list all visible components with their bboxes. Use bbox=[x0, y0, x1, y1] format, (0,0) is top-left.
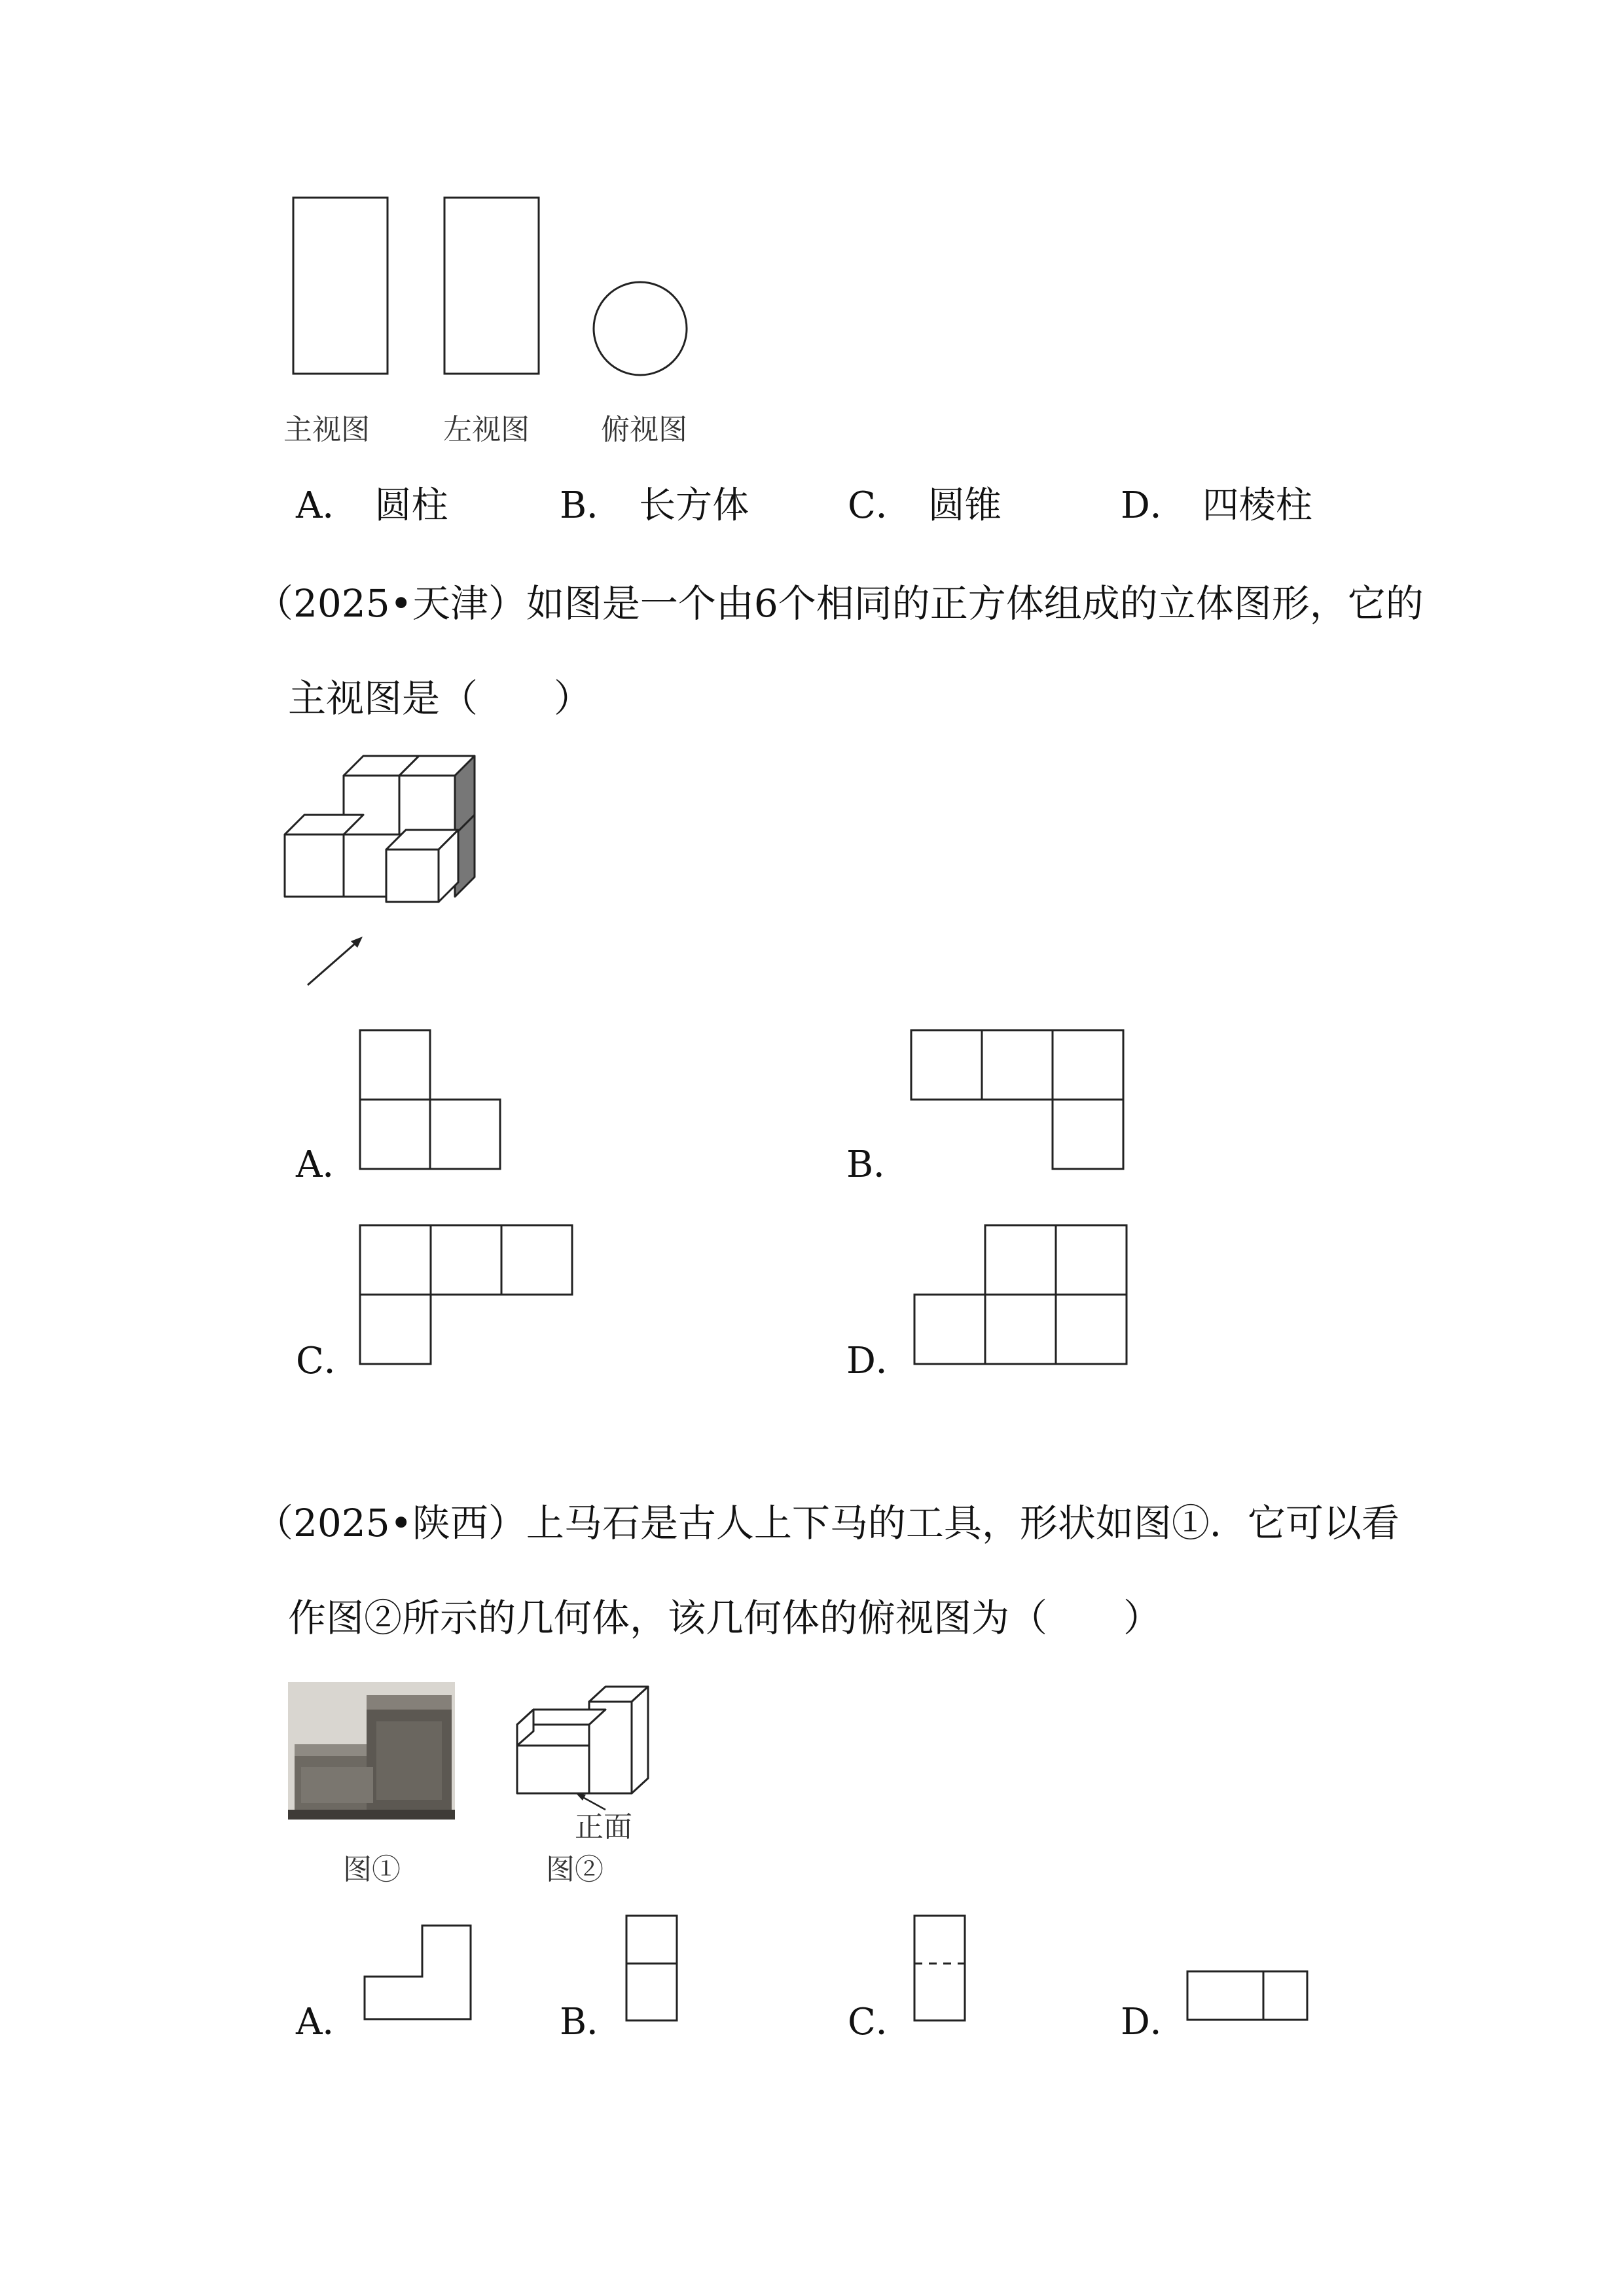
option-label: C． bbox=[848, 484, 912, 527]
option-text: 长方体 bbox=[639, 484, 749, 527]
option-text: 圆锥 bbox=[928, 484, 1001, 527]
q2-option-d-figure[interactable] bbox=[913, 1224, 1136, 1368]
q3-option-c[interactable] bbox=[848, 1993, 912, 2045]
main-view-figure bbox=[292, 196, 390, 376]
top-view-caption: 俯视图 bbox=[601, 413, 687, 446]
option-label: A． bbox=[296, 484, 359, 527]
left-view-figure bbox=[443, 196, 541, 376]
q3-option-a[interactable] bbox=[296, 1993, 359, 2045]
q3-option-b[interactable] bbox=[560, 1993, 623, 2045]
option-label: D． bbox=[1121, 484, 1187, 527]
option-text: 圆柱 bbox=[374, 484, 448, 527]
q3-option-b-figure[interactable] bbox=[625, 1914, 681, 2026]
option-text: 四棱柱 bbox=[1202, 484, 1312, 527]
q3-stem-line2: 作图②所示的几何体，该几何体的俯视图为（ ） bbox=[288, 1596, 1162, 1640]
top-view-figure bbox=[591, 279, 691, 379]
q3-option-d-figure[interactable] bbox=[1186, 1970, 1310, 2024]
q2-option-c[interactable] bbox=[296, 1332, 361, 1384]
q1-option-c[interactable] bbox=[848, 476, 1001, 529]
q1-option-d[interactable] bbox=[1121, 476, 1312, 529]
option-label: A． bbox=[296, 2001, 359, 2043]
q2-option-b[interactable] bbox=[846, 1136, 910, 1188]
left-view-caption: 左视图 bbox=[443, 413, 530, 446]
q2-option-b-figure[interactable] bbox=[910, 1029, 1132, 1173]
q1-option-b[interactable] bbox=[560, 476, 749, 529]
q2-option-a[interactable] bbox=[296, 1136, 359, 1188]
q3-option-a-figure[interactable] bbox=[363, 1924, 475, 2029]
option-label: A． bbox=[296, 1143, 359, 1186]
option-label: B． bbox=[560, 484, 624, 527]
q2-option-d[interactable] bbox=[846, 1332, 912, 1384]
q3-option-c-figure[interactable] bbox=[913, 1914, 969, 2026]
option-label: C． bbox=[848, 2001, 912, 2043]
q2-stem-line1: （2025•天津）如图是一个由6个相同的正方体组成的立体图形，它的 bbox=[255, 581, 1424, 626]
option-label: B． bbox=[846, 1143, 911, 1186]
option-label: D． bbox=[846, 1340, 912, 1382]
main-view-caption: 主视图 bbox=[283, 413, 370, 446]
option-label: C． bbox=[296, 1340, 361, 1382]
cube-stack-figure bbox=[281, 753, 497, 1001]
q2-option-c-figure[interactable] bbox=[359, 1224, 581, 1368]
q1-option-a[interactable] bbox=[296, 476, 448, 529]
option-label: B． bbox=[560, 2001, 624, 2043]
q2-option-a-figure[interactable] bbox=[359, 1029, 509, 1173]
q2-stem-line2: 主视图是（ ） bbox=[288, 676, 592, 721]
front-face-label: 正面 bbox=[575, 1810, 632, 1844]
q3-option-d[interactable] bbox=[1121, 1993, 1187, 2045]
q3-stem-line1: （2025•陕西）上马石是古人上下马的工具，形状如图①．它可以看 bbox=[255, 1501, 1399, 1545]
figure-1-caption: 图① bbox=[343, 1853, 401, 1886]
option-label: D． bbox=[1121, 2001, 1187, 2043]
mounting-stone-photo bbox=[288, 1682, 455, 1820]
figure-2-caption: 图② bbox=[546, 1853, 604, 1886]
